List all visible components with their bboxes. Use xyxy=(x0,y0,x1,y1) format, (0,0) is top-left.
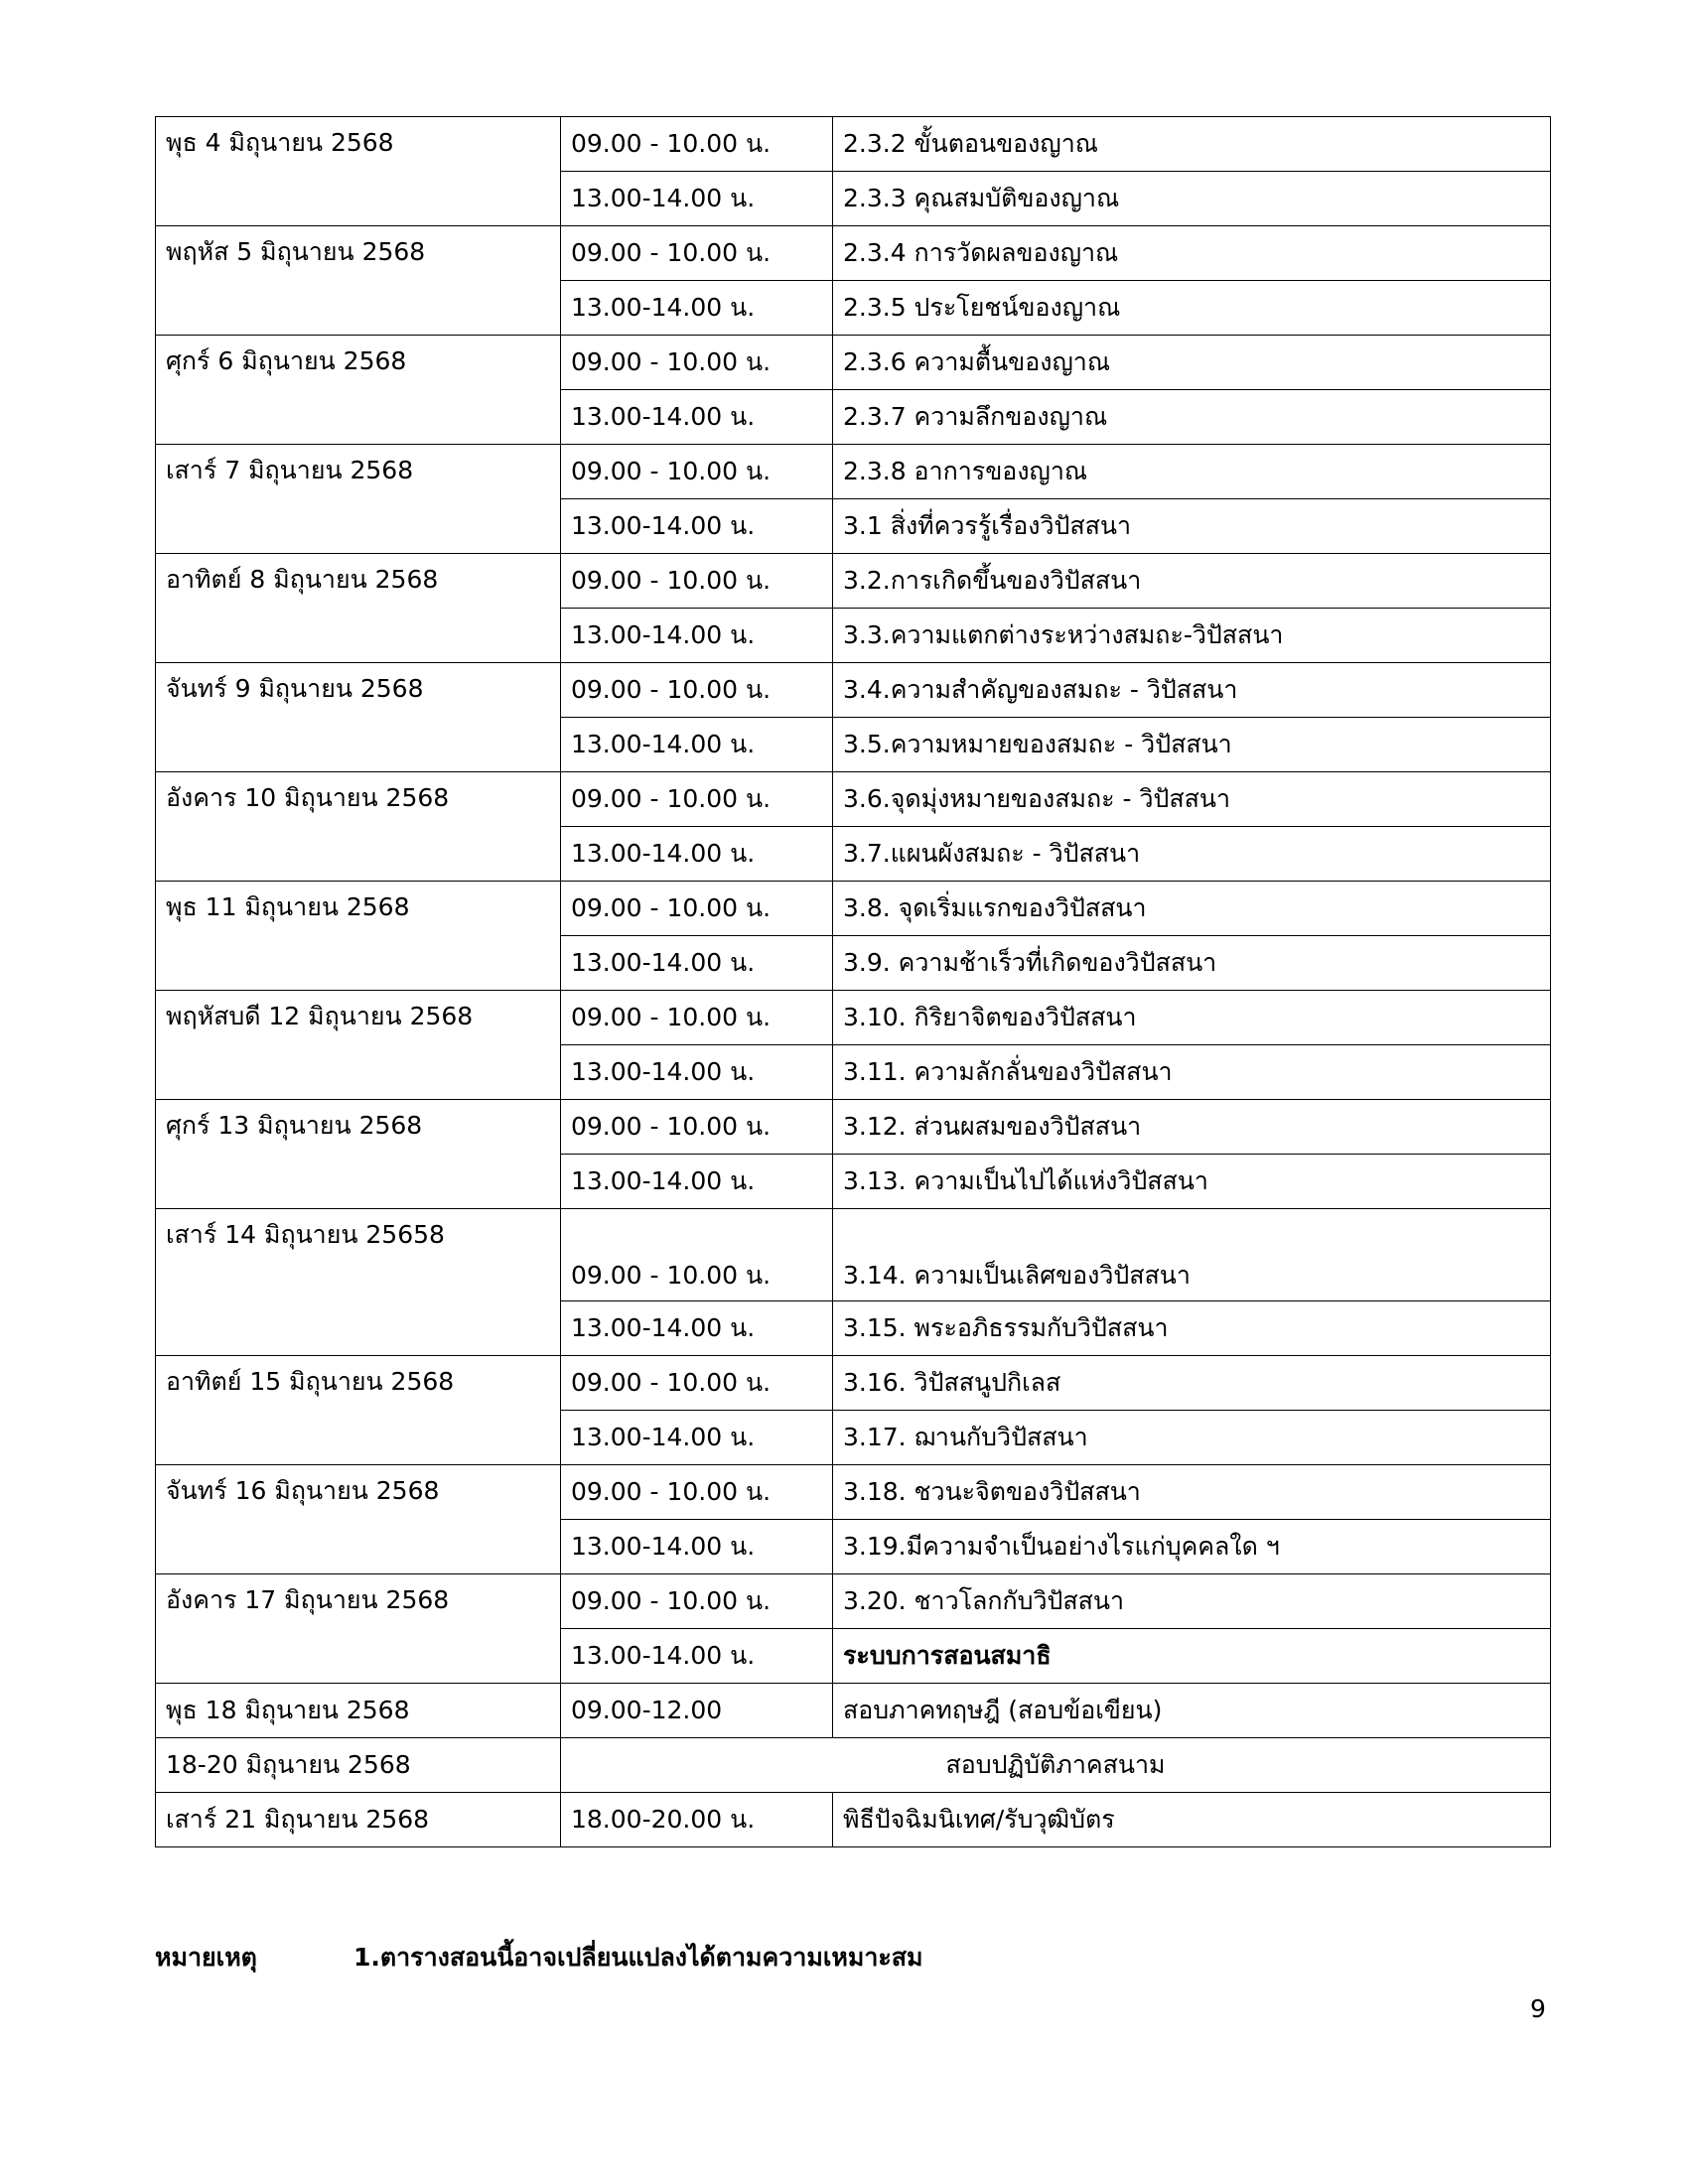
topic-cell: 2.3.6 ความตื้นของญาณ xyxy=(833,336,1551,390)
table-row xyxy=(156,1100,1551,1155)
table-row xyxy=(156,554,1551,609)
date-cell: อังคาร 10 มิถุนายน 2568 xyxy=(156,772,561,882)
topic-cell: สอบปฏิบัติภาคสนาม xyxy=(561,1738,1551,1793)
schedule-table xyxy=(155,116,1551,1847)
topic-cell: 3.12. ส่วนผสมของวิปัสสนา xyxy=(833,1100,1551,1155)
time-cell: 13.00-14.00 น. xyxy=(561,172,833,226)
schedule-body xyxy=(156,117,1551,1847)
date-cell: อาทิตย์ 8 มิถุนายน 2568 xyxy=(156,554,561,663)
date-cell: พฤหัส 5 มิถุนายน 2568 xyxy=(156,226,561,336)
topic-cell: 3.15. พระอภิธรรมกับวิปัสสนา xyxy=(833,1301,1551,1356)
time-cell: 13.00-14.00 น. xyxy=(561,1411,833,1465)
date-cell: เสาร์ 7 มิถุนายน 2568 xyxy=(156,445,561,554)
date-cell: อาทิตย์ 15 มิถุนายน 2568 xyxy=(156,1356,561,1465)
time-cell: 09.00 - 10.00 น. xyxy=(561,882,833,936)
time-cell: 09.00 - 10.00 น. xyxy=(561,226,833,281)
time-cell: 09.00-12.00 xyxy=(561,1684,833,1738)
topic-cell: 3.16. วิปัสสนูปกิเลส xyxy=(833,1356,1551,1411)
table-row xyxy=(156,1209,1551,1301)
topic-cell: 3.13. ความเป็นไปได้แห่งวิปัสสนา xyxy=(833,1155,1551,1209)
topic-cell: 3.3.ความแตกต่างระหว่างสมถะ-วิปัสสนา xyxy=(833,609,1551,663)
time-cell: 13.00-14.00 น. xyxy=(561,936,833,991)
topic-cell: 3.19.มีความจำเป็นอย่างไรแก่บุคคลใด ฯ xyxy=(833,1520,1551,1574)
table-row xyxy=(156,663,1551,718)
table-row xyxy=(156,1465,1551,1520)
date-cell: พุธ 4 มิถุนายน 2568 xyxy=(156,117,561,226)
table-row xyxy=(156,1684,1551,1738)
topic-cell: 3.17. ฌานกับวิปัสสนา xyxy=(833,1411,1551,1465)
date-cell: จันทร์ 16 มิถุนายน 2568 xyxy=(156,1465,561,1574)
table-row xyxy=(156,1356,1551,1411)
time-cell: 13.00-14.00 น. xyxy=(561,1155,833,1209)
topic-cell: 3.14. ความเป็นเลิศของวิปัสสนา xyxy=(833,1209,1551,1301)
topic-cell: พิธีปัจฉิมนิเทศ/รับวุฒิบัตร xyxy=(833,1793,1551,1847)
time-cell: 09.00 - 10.00 น. xyxy=(561,1574,833,1629)
time-cell: 13.00-14.00 น. xyxy=(561,1629,833,1684)
date-cell: จันทร์ 9 มิถุนายน 2568 xyxy=(156,663,561,772)
topic-cell: 2.3.2 ขั้นตอนของญาณ xyxy=(833,117,1551,172)
time-cell: 13.00-14.00 น. xyxy=(561,390,833,445)
time-cell: 09.00 - 10.00 น. xyxy=(561,554,833,609)
time-cell: 13.00-14.00 น. xyxy=(561,827,833,882)
time-cell: 09.00 - 10.00 น. xyxy=(561,991,833,1045)
date-cell: พฤหัสบดี 12 มิถุนายน 2568 xyxy=(156,991,561,1100)
topic-cell: 3.4.ความสำคัญของสมถะ - วิปัสสนา xyxy=(833,663,1551,718)
date-cell: เสาร์ 14 มิถุนายน 25658 xyxy=(156,1209,561,1356)
time-cell: 09.00 - 10.00 น. xyxy=(561,117,833,172)
table-row xyxy=(156,991,1551,1045)
time-cell: 13.00-14.00 น. xyxy=(561,718,833,772)
topic-cell: 2.3.7 ความลึกของญาณ xyxy=(833,390,1551,445)
table-row xyxy=(156,1574,1551,1629)
topic-cell: 3.10. กิริยาจิตของวิปัสสนา xyxy=(833,991,1551,1045)
topic-cell: 2.3.4 การวัดผลของญาณ xyxy=(833,226,1551,281)
time-cell: 09.00 - 10.00 น. xyxy=(561,663,833,718)
time-cell: 09.00 - 10.00 น. xyxy=(561,772,833,827)
time-cell: 09.00 - 10.00 น. xyxy=(561,1465,833,1520)
topic-cell: 3.5.ความหมายของสมถะ - วิปัสสนา xyxy=(833,718,1551,772)
topic-cell: 2.3.3 คุณสมบัติของญาณ xyxy=(833,172,1551,226)
topic-cell: 3.11. ความลักลั่นของวิปัสสนา xyxy=(833,1045,1551,1100)
time-cell: 09.00 - 10.00 น. xyxy=(561,1100,833,1155)
time-cell: 13.00-14.00 น. xyxy=(561,609,833,663)
table-row xyxy=(156,226,1551,281)
topic-cell: 3.20. ชาวโลกกับวิปัสสนา xyxy=(833,1574,1551,1629)
date-cell: ศุกร์ 13 มิถุนายน 2568 xyxy=(156,1100,561,1209)
date-cell: พุธ 18 มิถุนายน 2568 xyxy=(156,1684,561,1738)
time-cell: 13.00-14.00 น. xyxy=(561,1301,833,1356)
topic-cell: 3.1 สิ่งที่ควรรู้เรื่องวิปัสสนา xyxy=(833,499,1551,554)
date-cell: ศุกร์ 6 มิถุนายน 2568 xyxy=(156,336,561,445)
remark-text: 1.ตารางสอนนี้อาจเปลี่ยนแปลงได้ตามความเหมาะสม xyxy=(353,1943,923,1972)
topic-cell: 3.7.แผนผังสมถะ - วิปัสสนา xyxy=(833,827,1551,882)
topic-cell: 3.18. ชวนะจิตของวิปัสสนา xyxy=(833,1465,1551,1520)
topic-cell: 3.9. ความช้าเร็วที่เกิดของวิปัสสนา xyxy=(833,936,1551,991)
time-cell: 13.00-14.00 น. xyxy=(561,1045,833,1100)
table-row xyxy=(156,882,1551,936)
table-row xyxy=(156,445,1551,499)
table-row xyxy=(156,1793,1551,1847)
topic-cell: 3.2.การเกิดขึ้นของวิปัสสนา xyxy=(833,554,1551,609)
table-row xyxy=(156,772,1551,827)
time-cell: 13.00-14.00 น. xyxy=(561,1520,833,1574)
page-number: 9 xyxy=(1530,1994,1546,2023)
time-cell: 09.00 - 10.00 น. xyxy=(561,1209,833,1301)
table-row xyxy=(156,1738,1551,1793)
table-row xyxy=(156,117,1551,172)
topic-cell: 3.6.จุดมุ่งหมายของสมถะ - วิปัสสนา xyxy=(833,772,1551,827)
time-cell: 09.00 - 10.00 น. xyxy=(561,445,833,499)
date-cell: พุธ 11 มิถุนายน 2568 xyxy=(156,882,561,991)
topic-cell: 2.3.5 ประโยชน์ของญาณ xyxy=(833,281,1551,336)
time-cell: 18.00-20.00 น. xyxy=(561,1793,833,1847)
date-cell: อังคาร 17 มิถุนายน 2568 xyxy=(156,1574,561,1684)
date-cell: 18-20 มิถุนายน 2568 xyxy=(156,1738,561,1793)
time-cell: 13.00-14.00 น. xyxy=(561,499,833,554)
time-cell: 09.00 - 10.00 น. xyxy=(561,1356,833,1411)
topic-cell: 3.8. จุดเริ่มแรกของวิปัสสนา xyxy=(833,882,1551,936)
remark-label: หมายเหตุ xyxy=(155,1943,257,1972)
remark xyxy=(155,1938,923,1978)
time-cell: 09.00 - 10.00 น. xyxy=(561,336,833,390)
topic-cell: ระบบการสอนสมาธิ xyxy=(833,1629,1551,1684)
time-cell: 13.00-14.00 น. xyxy=(561,281,833,336)
topic-cell: 2.3.8 อาการของญาณ xyxy=(833,445,1551,499)
topic-cell: สอบภาคทฤษฎี (สอบข้อเขียน) xyxy=(833,1684,1551,1738)
table-row xyxy=(156,336,1551,390)
date-cell: เสาร์ 21 มิถุนายน 2568 xyxy=(156,1793,561,1847)
